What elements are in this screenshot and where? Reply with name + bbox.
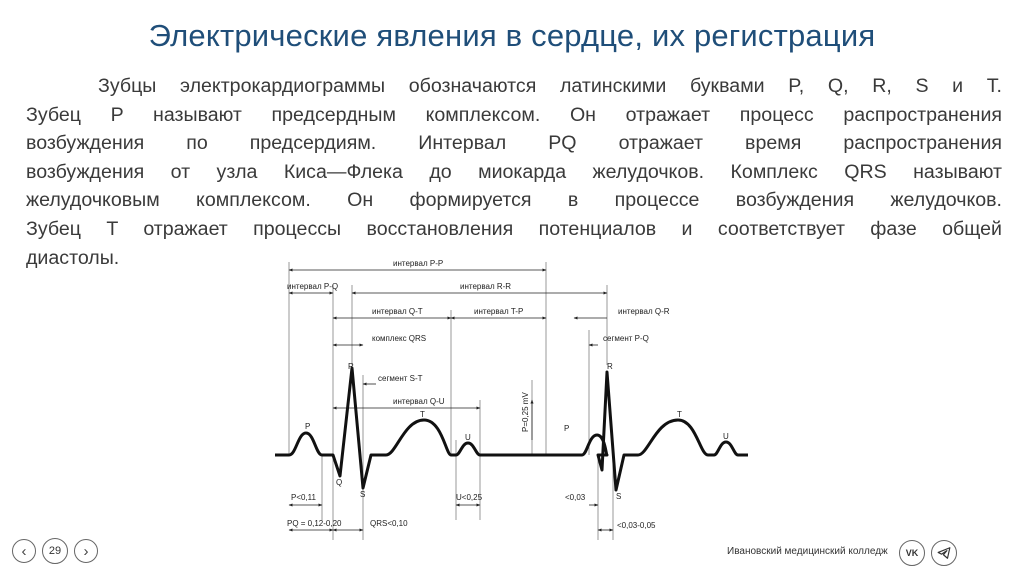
wave-q1: Q [336, 478, 343, 487]
label-qrs-duration: QRS<0,10 [370, 519, 408, 528]
wave-r2: R [607, 362, 613, 371]
chevron-left-icon[interactable]: ‹ [12, 539, 36, 563]
label-u-duration: U<0,25 [456, 493, 483, 502]
label-q-duration-2: <0,03-0,05 [617, 521, 656, 530]
page-number: 29 [42, 538, 68, 564]
slide-navigation [12, 538, 98, 564]
telegram-icon-glyph [937, 546, 951, 560]
label-segment-st: сегмент S-T [378, 374, 423, 383]
footer-organization: Ивановский медицинский колледж [727, 546, 888, 557]
label-interval-pp: интервал P-P [393, 259, 444, 268]
label-q-duration: <0,03 [565, 493, 586, 502]
slide-title: Электрические явления в сердце, их регистрация [148, 18, 876, 53]
paragraph-line: возбуждения от узла Киса—Флека до миокарда желудочков. Комплекс QRS называют [26, 160, 1002, 183]
wave-t1: T [420, 410, 425, 419]
wave-p2: P [564, 424, 570, 433]
label-segment-pq: сегмент P-Q [603, 334, 649, 343]
paragraph-line: Зубцы электрокардиограммы обозначаются латинскими буквами P, Q, R, S и T. [98, 75, 1002, 97]
label-interval-qt: интервал Q-T [372, 307, 423, 316]
chevron-right-icon[interactable]: › [74, 539, 98, 563]
wave-p1: P [305, 422, 311, 431]
label-interval-rr: интервал R-R [460, 282, 512, 291]
wave-s1: S [360, 490, 366, 499]
paragraph-line: возбуждения по предсердиям. Интервал PQ отражает время распространения [26, 132, 1002, 155]
wave-u2: U [723, 432, 729, 441]
label-interval-pq: интервал P-Q [287, 282, 339, 291]
label-complex-qrs: комплекс QRS [372, 334, 427, 343]
wave-t2: T [677, 410, 682, 419]
wave-r1: R [348, 362, 354, 371]
label-pq-duration: PQ = 0,12-0,20 [287, 519, 342, 528]
ecg-trace [275, 368, 748, 490]
paragraph-line: Зубец T отражает процессы восстановления потенциалов и соответствует фазе общей [26, 217, 1002, 240]
wave-u1: U [465, 433, 471, 442]
label-p-duration: P<0,11 [291, 493, 316, 502]
paragraph-line: Зубец P называют предсердным комплексом. Он отражает процесс распространения [26, 103, 1002, 126]
telegram-icon[interactable] [931, 540, 957, 566]
wave-s2: S [616, 492, 622, 501]
vk-share-button[interactable]: VK [899, 540, 925, 566]
paragraph-line: желудочковым комплексом. Он формируется в процессе возбуждения желудочков. [26, 189, 1002, 212]
label-amplitude-p: P=0,25 mV [521, 392, 530, 432]
label-interval-qu: интервал Q-U [393, 397, 445, 406]
label-interval-qr: интервал Q-R [618, 307, 670, 316]
label-interval-tp: интервал T-P [474, 307, 524, 316]
paragraph-line: диастолы. [26, 246, 120, 269]
